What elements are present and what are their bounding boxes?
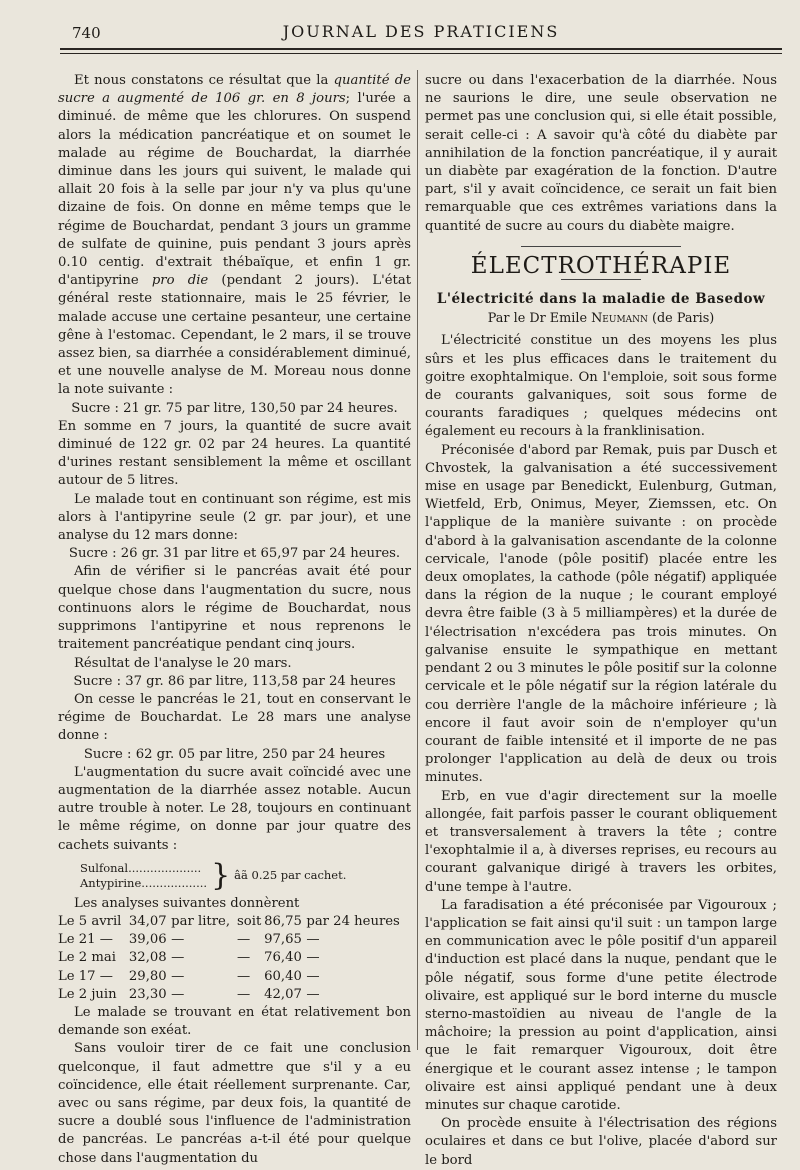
paragraph: Le malade tout en continuant son régime, est mis alors à l'antipyrine seule (2 gr. par jour), et une analyse du 12 mars donne: bbox=[58, 491, 411, 544]
paragraph: Erb, en vue d'agir directement sur la moelle allongée, fait parfois passer le courant obliquement et transversalement à travers la tête ; contre l'exophtalmie il a, à diverses reprises, eu recours au courant galvanique dirigé à travers les orbites, d'une tempe à l'autre. bbox=[425, 788, 777, 895]
text-run: Et nous constatons ce résultat que la bbox=[74, 73, 334, 88]
sugar-result: Sucre : 37 gr. 86 par litre, 113,58 par 24 heures bbox=[73, 673, 396, 689]
paragraph: sucre ou dans l'exacerbation de la diarrhée. Nous ne saurions le dire, une seule observation ne permet pas une conclusion qui, si elle était possible, serait celle-ci : A savoir qu'à côté du diabète par annihilation de la fonction pancréatique, il y aurait un diabète par exagération de la fonction. D'autre part, s'il y avait coïncidence, ce serait un fait bien remarquable que ces extrêmes variations dans la quantité de sucre au cours du diabète maigre. bbox=[425, 73, 777, 234]
paragraph: Sans vouloir tirer de ce fait une conclusion quelconque, il faut admettre que s'il y a eu coïncidence, elle était réellement surprenante. Car, avec ou sans régime, par deux fois, la quantité de sucre a doublé sous l'influence de l'administration de pancréas. Le pancréas a-t-il été pour quelque chose dans l'augmentation du bbox=[58, 1041, 411, 1166]
table-cell: — bbox=[171, 986, 185, 1002]
paragraph: La faradisation a été préconisée par Vigouroux ; l'application se fait ainsi qu'il suit : un tampon large en communication avec le pôle positif d'un appareil d'induction est placé dans la nuque, pendant que le pôle négatif, sous forme d'une petite électrode olivaire, est appliqué sur le bord interne du muscle sterno-mastoïdien au niveau de l'angle de la mâchoire; la pression au point d'application, ainsi que le fait remarquer Vigouroux, doit être énergique et le courant assez intense ; le tampon olivaire est ainsi appliqué pendant une à deux minutes sur chaque carotide. bbox=[425, 897, 777, 1113]
running-title: JOURNAL DES PRATICIENS bbox=[282, 22, 560, 41]
paragraph: L'augmentation du sucre avait coïncidé avec une augmentation de la diarrhée assez notable. Aucun autre trouble à noter. Le 28, toujours en continuant le même régime, on donne par jour quatre des cachets suivants : bbox=[58, 764, 411, 853]
page-header bbox=[60, 16, 782, 52]
table-cell: 86,75 bbox=[264, 913, 302, 929]
brace-glyph: } bbox=[211, 857, 231, 893]
sugar-result: Sucre : 62 gr. 05 par litre, 250 par 24 heures bbox=[83, 746, 386, 762]
table-row bbox=[58, 931, 411, 949]
table-cell: Le 5 avril bbox=[58, 913, 122, 929]
analyses-table bbox=[58, 913, 411, 1004]
table-cell: — bbox=[171, 968, 185, 984]
table-cell: 39,06 bbox=[128, 932, 167, 948]
text-run: (pendant 2 jours). L'état général reste stationnaire, mais le 25 février, le malade accuse une certaine pesanteur, une certaine gêne à l'estomac. Cependant, le 2 mars, il se trouve assez bien, sa diarrhée a considérablement diminué, et une nouvelle analyse de M. Moreau nous donne la note suivante : bbox=[58, 273, 411, 398]
table-cell: 97,65 bbox=[264, 932, 302, 948]
paragraph bbox=[58, 72, 411, 400]
section-rule bbox=[521, 246, 681, 247]
paragraph: Le malade se trouvant en état relativement bon demande son exéat. bbox=[58, 1004, 411, 1039]
table-cell: 23,30 bbox=[128, 986, 167, 1002]
left-column bbox=[58, 72, 411, 1168]
table-cell: — bbox=[306, 932, 320, 948]
rx-dose: âã 0.25 par cachet. bbox=[234, 868, 347, 883]
header-rule bbox=[60, 48, 782, 54]
table-cell: 42,07 bbox=[264, 986, 302, 1002]
page-number: 740 bbox=[72, 24, 101, 42]
table-row bbox=[58, 913, 411, 931]
table-cell: — bbox=[306, 950, 320, 966]
paragraph: Les analyses suivantes donnèrent bbox=[74, 895, 300, 911]
table-cell: — bbox=[306, 968, 320, 984]
byline-text: (de Paris) bbox=[647, 311, 715, 327]
sugar-result: Sucre : 26 gr. 31 par litre et 65,97 par 24 heures. bbox=[68, 546, 401, 562]
table-cell: — bbox=[171, 932, 185, 948]
article-title: L'électricité dans la maladie de Basedow bbox=[436, 291, 766, 308]
text-run: ; l'urée a diminué. de même que les chlorures. On suspend alors la médication pancréatique et on soumet le malade au régime de Bouchardat, la diarrhée diminue dans les jours qui suivent, le malade qui allait 20 fois à la selle par jour n'y va plus qu'une dizaine de fois. On donne en même temps que le régime de Bouchardat, pendant 3 jours un gramme de sulfate de quinine, puis pendant 3 jours après 0.10 centig. d'extrait thébaïque, et enfin 1 gr. d'antipyrine bbox=[58, 91, 411, 289]
table-row bbox=[58, 986, 411, 1004]
table-cell: 34,07 bbox=[128, 913, 167, 929]
table-cell: 76,40 bbox=[264, 950, 302, 966]
table-cell: 60,40 bbox=[264, 968, 302, 984]
table-cell: — bbox=[237, 968, 251, 984]
paragraph: On cesse le pancréas le 21, tout en conservant le régime de Bouchardat. Le 28 mars une analyse donne : bbox=[58, 691, 411, 744]
table-cell: Le 17 bbox=[58, 968, 96, 984]
byline-text: Par le Dr Emile bbox=[487, 311, 592, 327]
right-column bbox=[425, 72, 777, 1170]
paragraph: On procède ensuite à l'électrisation des régions oculaires et dans ce but l'olive, placée d'abord sur le bord bbox=[425, 1116, 777, 1168]
table-cell: Le 2 juin bbox=[58, 986, 117, 1002]
title-rule bbox=[561, 279, 641, 280]
italic-text: quantité de sucre a augmenté de 106 gr. en 8 jours bbox=[58, 73, 411, 107]
author-name: Neumann bbox=[591, 311, 648, 327]
column-divider bbox=[417, 70, 418, 1050]
table-cell: par litre, bbox=[171, 913, 231, 929]
table-cell: — bbox=[99, 932, 113, 948]
section-title: ÉLECTROTHÉRAPIE bbox=[470, 252, 732, 279]
byline bbox=[425, 310, 777, 328]
italic-text: pro die bbox=[151, 273, 209, 289]
paragraph: Résultat de l'analyse le 20 mars. bbox=[74, 655, 292, 671]
table-cell: — bbox=[237, 950, 251, 966]
table-cell: 32,08 bbox=[128, 950, 167, 966]
table-cell: — bbox=[171, 950, 185, 966]
table-cell: — bbox=[237, 932, 251, 948]
table-cell: — bbox=[306, 986, 320, 1002]
table-cell: Le 2 mai bbox=[58, 950, 116, 966]
paragraph: Préconisée d'abord par Remak, puis par Dusch et Chvostek, la galvanisation a été successivement mise en usage par Benedickt, Eulenburg, Gutman, Wietfeld, Erb, Onimus, Meyer, Ziemssen, etc. On l'applique de la manière suivante : on procède d'abord à la galvanisation ascendante de la colonne cervicale, l'anode (pôle positif) placée entre les deux omoplates, la cathode (pôle négatif) appliquée dans la région de la nuque ; le courant employé devra être faible (3 à 5 milliampères) et la durée de l'électrisation n'excédera pas trois minutes. On galvanise ensuite le sympathique en mettant pendant 2 ou 3 minutes le pôle positif sur la colonne cervicale et le pôle négatif sur la région latérale du cou derrière l'angle de la mâchoire inférieure ; là encore il faut avoir soin de n'employer qu'un courant de faible intensité et il importe de ne pas prolonger l'application au delà de deux ou trois minutes. bbox=[425, 442, 777, 786]
table-cell: soit bbox=[237, 913, 262, 929]
table-row bbox=[58, 949, 411, 967]
table-cell: — bbox=[237, 986, 251, 1002]
paragraph: L'électricité constitue un des moyens les plus sûrs et les plus efficaces dans le traitement du goitre exophtalmique. On l'emploie, soit sous forme de courants galvaniques, soit sous forme de courants faradiques ; quelques médecins ont également eu recours à la franklinisation. bbox=[425, 333, 777, 440]
prescription-block bbox=[80, 857, 411, 893]
table-cell: — bbox=[99, 968, 113, 984]
table-cell: par 24 heures bbox=[306, 913, 400, 929]
rx-item: Antypirine.................. bbox=[80, 875, 208, 890]
paragraph: En somme en 7 jours, la quantité de sucre avait diminué de 122 gr. 02 par 24 heures. La quantité d'urines restant sensiblement la même et oscillant autour de 5 litres. bbox=[58, 418, 411, 489]
table-row bbox=[58, 968, 411, 986]
table-cell: Le 21 bbox=[58, 932, 96, 948]
paragraph: Afin de vérifier si le pancréas avait été pour quelque chose dans l'augmentation du sucre, nous continuons alors le régime de Bouchardat, nous supprimons l'antipyrine et nous reprenons le traitement pancréatique pendant cinq jours. bbox=[58, 564, 411, 653]
rx-item: Sulfonal.................... bbox=[80, 860, 202, 875]
table-cell: 29,80 bbox=[128, 968, 167, 984]
sugar-result: Sucre : 21 gr. 75 par litre, 130,50 par 24 heures. bbox=[71, 400, 398, 416]
